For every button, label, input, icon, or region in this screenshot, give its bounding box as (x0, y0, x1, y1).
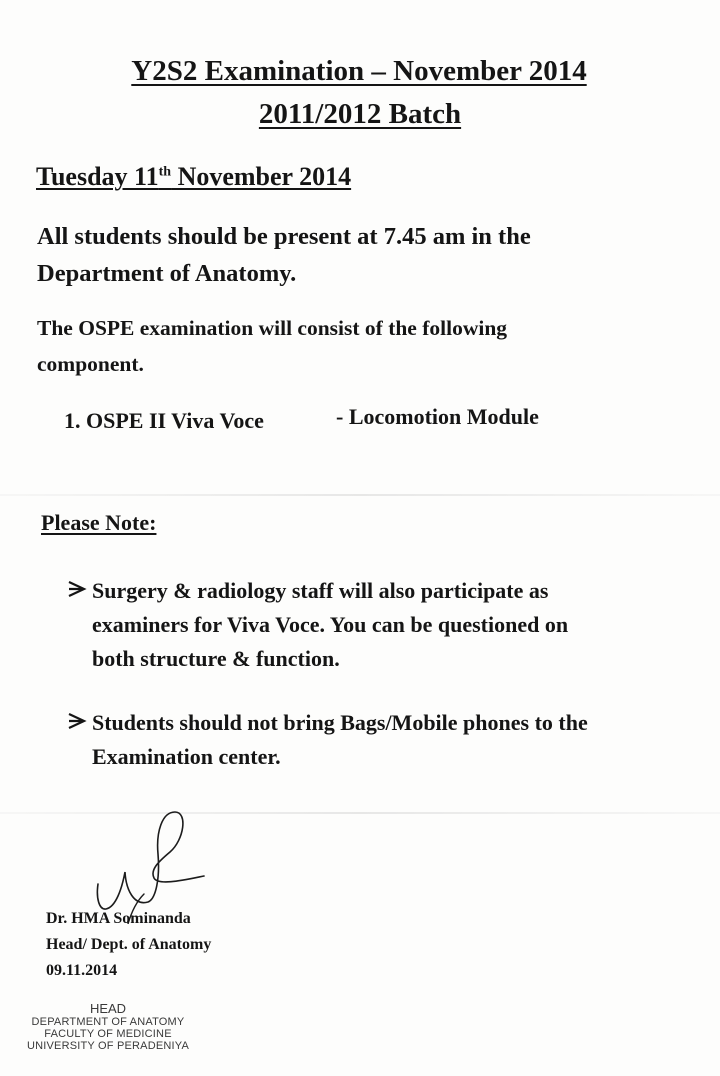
exam-date (36, 162, 351, 192)
stamp-line: UNIVERSITY OF PERADENIYA (26, 1040, 190, 1052)
stamp-line: FACULTY OF MEDICINE (44, 1028, 172, 1040)
exam-date-day: Tuesday 11 (36, 162, 159, 191)
presence-line-2: Department of Anatomy. (37, 260, 297, 287)
ospe-line-2: component. (37, 352, 144, 376)
exam-date-month-year: November 2014 (171, 162, 352, 191)
component-module: - Locomotion Module (336, 404, 539, 429)
note-line: both structure & function. (92, 646, 340, 671)
presence-instruction (37, 218, 531, 292)
arrow-bullet-icon (67, 579, 87, 599)
ospe-line-1: The OSPE examination will consist of the following (37, 316, 508, 340)
arrow-bullet-icon (67, 711, 87, 731)
note-line: Examination center. (92, 744, 281, 769)
batch-title: 2011/2012 Batch (258, 98, 462, 130)
paper-fold-line (0, 494, 720, 496)
presence-line-1: All students should be present at 7.45 am in the (37, 223, 531, 250)
note-line: examiners for Viva Voce. You can be questioned on (92, 612, 569, 637)
notice-title: Y2S2 Examination – November 2014 (131, 55, 587, 87)
please-note-heading: Please Note: (41, 510, 157, 535)
component-list-item (64, 404, 684, 434)
signatory-position: Head/ Dept. of Anatomy (46, 936, 212, 953)
department-stamp (23, 1002, 193, 1052)
component-label: 1. OSPE II Viva Voce (64, 408, 264, 433)
signatory-name: Dr. HMA Sominanda (46, 910, 191, 927)
stamp-line: HEAD (89, 1001, 127, 1016)
signature-date: 09.11.2014 (46, 962, 118, 979)
note-line: Surgery & radiology staff will also participate as (92, 578, 549, 603)
note-line: Students should not bring Bags/Mobile phones to the (92, 710, 588, 735)
stamp-line: DEPARTMENT OF ANATOMY (31, 1016, 185, 1028)
note-text (92, 574, 568, 676)
note-text (92, 706, 588, 774)
exam-date-ordinal: th (158, 164, 172, 180)
ospe-description (37, 310, 507, 382)
signatory-block (46, 906, 211, 984)
